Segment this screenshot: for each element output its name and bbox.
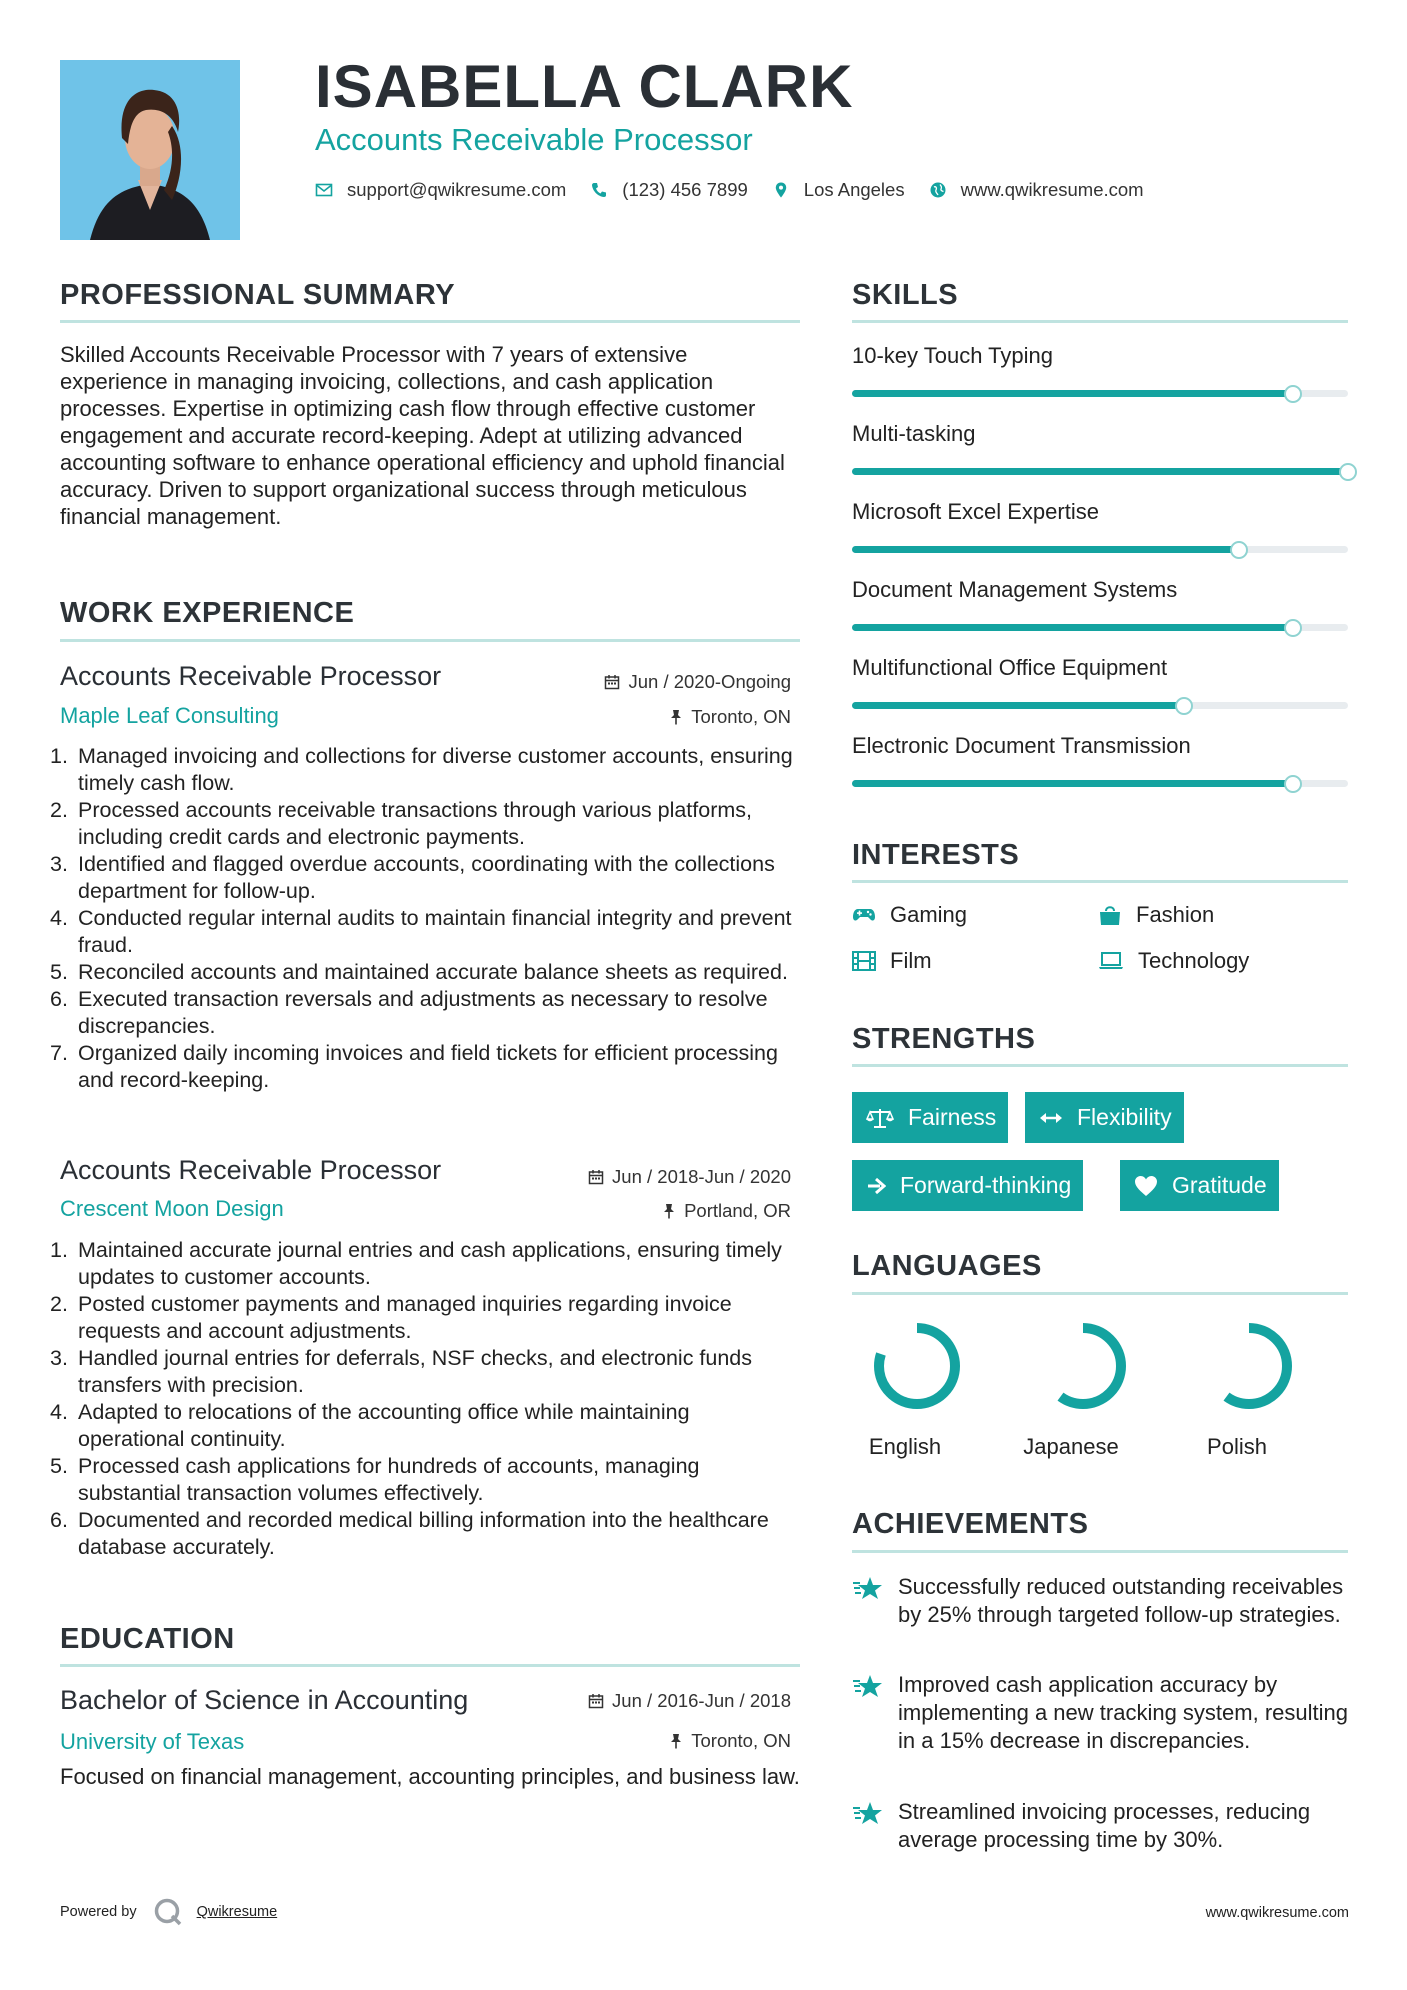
skill-slider-knob bbox=[1175, 697, 1193, 715]
powered-by-label: Powered by bbox=[60, 1904, 137, 1920]
job-1-location-text: Toronto, ON bbox=[691, 706, 791, 727]
job-2-company: Crescent Moon Design bbox=[60, 1196, 284, 1221]
calendar-icon bbox=[604, 674, 620, 690]
skill-label: Multi-tasking bbox=[852, 421, 976, 446]
experience-divider bbox=[60, 639, 800, 642]
envelope-icon bbox=[315, 181, 333, 199]
phone-icon bbox=[590, 181, 608, 199]
job-1-dates bbox=[604, 671, 791, 693]
education-description: Focused on financial management, accounting principles, and business law. bbox=[60, 1764, 800, 1789]
job-1-dates-text: Jun / 2020-Ongoing bbox=[628, 671, 791, 692]
heart-icon bbox=[1134, 1175, 1158, 1197]
skill-label: Electronic Document Transmission bbox=[852, 733, 1191, 758]
interests-divider bbox=[852, 880, 1348, 883]
qwikresume-link[interactable]: Qwikresume bbox=[196, 1904, 278, 1920]
skill-bar-track bbox=[852, 546, 1348, 553]
list-item: 3. Identified and flagged overdue accounts, coordinating with the collections department for follow-up. bbox=[50, 852, 775, 903]
skill-bar-fill bbox=[852, 546, 1239, 553]
strengths-divider bbox=[852, 1064, 1348, 1067]
calendar-icon bbox=[588, 1169, 604, 1185]
interest-label: Technology bbox=[1138, 948, 1250, 973]
balance-scale-icon bbox=[866, 1107, 894, 1129]
list-item: 7. Organized daily incoming invoices and field tickets for efficient processing and record-keeping. bbox=[50, 1041, 778, 1092]
strength-badge-flexibility bbox=[1025, 1092, 1184, 1143]
education-school: University of Texas bbox=[60, 1729, 245, 1754]
skill-bar-track bbox=[852, 780, 1348, 787]
shopping-bag-icon bbox=[1098, 904, 1122, 926]
language-label: English bbox=[868, 1434, 942, 1459]
list-item: 4. Conducted regular internal audits to maintain financial integrity and prevent fraud. bbox=[50, 906, 792, 957]
list-item: 2. Posted customer payments and managed inquiries regarding invoice requests and account adjustments. bbox=[50, 1292, 732, 1343]
list-item: 1. Managed invoicing and collections for diverse customer accounts, ensuring timely cash flow. bbox=[50, 744, 793, 795]
language-progress-ring bbox=[1201, 1318, 1297, 1414]
interest-film bbox=[852, 948, 932, 974]
list-item: 3. Handled journal entries for deferrals, NSF checks, and electronic funds transfers with precision. bbox=[50, 1346, 753, 1397]
strength-label: Forward-thinking bbox=[900, 1172, 1072, 1198]
skill-label: Microsoft Excel Expertise bbox=[852, 499, 1099, 524]
strengths-heading: STRENGTHS bbox=[852, 1023, 1036, 1055]
interest-label: Fashion bbox=[1136, 902, 1215, 927]
achievement-text: Successfully reduced outstanding receivables by 25% through targeted follow-up strategies. bbox=[898, 1574, 1344, 1627]
interest-label: Film bbox=[890, 948, 932, 973]
skill-bar-fill bbox=[852, 702, 1184, 709]
language-progress-ring bbox=[869, 1318, 965, 1414]
education-dates-text: Jun / 2016-Jun / 2018 bbox=[612, 1690, 791, 1711]
job-1-bullets bbox=[50, 743, 798, 1094]
language-ring bbox=[857, 1318, 977, 1419]
strength-badge-gratitude bbox=[1120, 1160, 1279, 1211]
film-icon bbox=[852, 951, 876, 971]
strength-badge-forward-thinking bbox=[852, 1160, 1083, 1211]
summary-divider bbox=[60, 320, 800, 323]
skill-bar-fill bbox=[852, 468, 1348, 475]
skill-bar-track bbox=[852, 390, 1348, 397]
education-heading: EDUCATION bbox=[60, 1623, 235, 1655]
pushpin-icon bbox=[662, 1203, 676, 1219]
job-2-location-text: Portland, OR bbox=[684, 1200, 791, 1221]
list-item: 5. Reconciled accounts and maintained accurate balance sheets as required. bbox=[50, 960, 788, 984]
job-1-location bbox=[669, 706, 791, 728]
contact-email[interactable]: support@qwikresume.com bbox=[347, 179, 567, 200]
skill-bar-fill bbox=[852, 390, 1293, 397]
skill-slider-knob bbox=[1230, 541, 1248, 559]
education-divider bbox=[60, 1664, 800, 1667]
map-marker-icon bbox=[772, 181, 790, 199]
skill-label: 10-key Touch Typing bbox=[852, 343, 1053, 368]
interest-gaming bbox=[852, 902, 967, 928]
footer-powered-by bbox=[60, 1897, 277, 1927]
laptop-icon bbox=[1098, 952, 1124, 970]
qwikresume-logo-icon bbox=[153, 1897, 183, 1927]
language-label: Japanese bbox=[1023, 1434, 1119, 1459]
languages-divider bbox=[852, 1292, 1348, 1295]
skill-slider-knob bbox=[1284, 775, 1302, 793]
star-award-icon bbox=[852, 1673, 884, 1699]
job-2-dates-text: Jun / 2018-Jun / 2020 bbox=[612, 1166, 791, 1187]
list-item: 6. Executed transaction reversals and adjustments as necessary to resolve discrepancies. bbox=[50, 987, 768, 1038]
achievements-divider bbox=[852, 1550, 1348, 1553]
summary-heading: PROFESSIONAL SUMMARY bbox=[60, 279, 456, 311]
skill-label: Multifunctional Office Equipment bbox=[852, 655, 1168, 680]
achievement-text: Streamlined invoicing processes, reducing average processing time by 30%. bbox=[898, 1799, 1311, 1852]
language-ring bbox=[1189, 1318, 1309, 1419]
education-dates bbox=[588, 1690, 791, 1712]
job-1-title: Accounts Receivable Processor bbox=[60, 661, 442, 691]
strength-label: Gratitude bbox=[1172, 1172, 1267, 1198]
summary-text: Skilled Accounts Receivable Processor with 7 years of extensive experience in managing invoicing, collections, and cash application processes. Expertise in optimizing cash flow through effective customer engagement and accurate record-keeping. Adept at utilizing advanced accounting software to enhance operational efficiency and uphold financial accuracy. Driven to support organizational success through meticulous financial management. bbox=[60, 342, 785, 529]
contact-location: Los Angeles bbox=[803, 179, 905, 200]
achievement-item bbox=[852, 1573, 1352, 1629]
interest-technology bbox=[1098, 948, 1249, 974]
achievement-text: Improved cash application accuracy by implementing a new tracking system, resulting in a 15% decrease in discrepancies. bbox=[898, 1672, 1348, 1753]
achievement-item bbox=[852, 1671, 1352, 1755]
skill-bar-track bbox=[852, 624, 1348, 631]
contact-bar bbox=[315, 179, 1168, 201]
skill-slider-knob bbox=[1284, 385, 1302, 403]
skill-slider-knob bbox=[1339, 463, 1357, 481]
arrows-horizontal-icon bbox=[1039, 1111, 1063, 1125]
profile-photo bbox=[60, 60, 240, 240]
pushpin-icon bbox=[669, 1733, 683, 1749]
star-award-icon bbox=[852, 1800, 884, 1826]
star-award-icon bbox=[852, 1575, 884, 1601]
list-item: 6. Documented and recorded medical billing information into the healthcare database accurately. bbox=[50, 1508, 769, 1559]
interests-heading: INTERESTS bbox=[852, 839, 1020, 871]
job-2-dates bbox=[588, 1166, 791, 1188]
skill-slider-knob bbox=[1284, 619, 1302, 637]
strength-badge-fairness bbox=[852, 1092, 1008, 1143]
skill-bar-fill bbox=[852, 780, 1293, 787]
achievement-item bbox=[852, 1798, 1352, 1854]
footer-site[interactable]: www.qwikresume.com bbox=[1205, 1905, 1349, 1921]
language-progress-ring bbox=[1035, 1318, 1131, 1414]
list-item: 4. Adapted to relocations of the accounting office while maintaining operational continuity. bbox=[50, 1400, 690, 1451]
pushpin-icon bbox=[669, 709, 683, 725]
skill-label: Document Management Systems bbox=[852, 577, 1178, 602]
experience-heading: WORK EXPERIENCE bbox=[60, 597, 355, 629]
strength-label: Flexibility bbox=[1077, 1104, 1172, 1130]
candidate-title: Accounts Receivable Processor bbox=[315, 122, 753, 157]
skills-heading: SKILLS bbox=[852, 279, 959, 311]
education-location bbox=[669, 1730, 791, 1752]
job-2-bullets bbox=[50, 1237, 798, 1561]
job-1-company: Maple Leaf Consulting bbox=[60, 703, 279, 728]
interest-fashion bbox=[1098, 902, 1214, 928]
skill-bar-track bbox=[852, 468, 1348, 475]
list-item: 2. Processed accounts receivable transactions through various platforms, including credit cards and electronic payments. bbox=[50, 798, 753, 849]
arrow-right-icon bbox=[866, 1176, 886, 1196]
education-degree: Bachelor of Science in Accounting bbox=[60, 1685, 469, 1715]
interest-label: Gaming bbox=[890, 902, 968, 927]
education-location-text: Toronto, ON bbox=[691, 1730, 791, 1751]
list-item: 5. Processed cash applications for hundreds of accounts, managing substantial transaction volumes effectively. bbox=[50, 1454, 700, 1505]
job-2-location bbox=[662, 1200, 791, 1222]
strength-label: Fairness bbox=[908, 1104, 997, 1130]
calendar-icon bbox=[588, 1693, 604, 1709]
language-ring bbox=[1023, 1318, 1143, 1419]
contact-website[interactable]: www.qwikresume.com bbox=[960, 179, 1144, 200]
skill-bar-fill bbox=[852, 624, 1293, 631]
list-item: 1. Maintained accurate journal entries and cash applications, ensuring timely updates to customer accounts. bbox=[50, 1238, 782, 1289]
gamepad-icon bbox=[852, 906, 876, 924]
contact-phone[interactable]: (123) 456 7899 bbox=[622, 179, 748, 200]
languages-heading: LANGUAGES bbox=[852, 1250, 1042, 1282]
skills-divider bbox=[852, 320, 1348, 323]
skill-bar-track bbox=[852, 702, 1348, 709]
job-2-title: Accounts Receivable Processor bbox=[60, 1155, 442, 1185]
candidate-name: ISABELLA CLARK bbox=[315, 53, 854, 120]
achievements-heading: ACHIEVEMENTS bbox=[852, 1508, 1089, 1540]
language-label: Polish bbox=[1207, 1434, 1267, 1459]
globe-icon bbox=[929, 181, 947, 199]
